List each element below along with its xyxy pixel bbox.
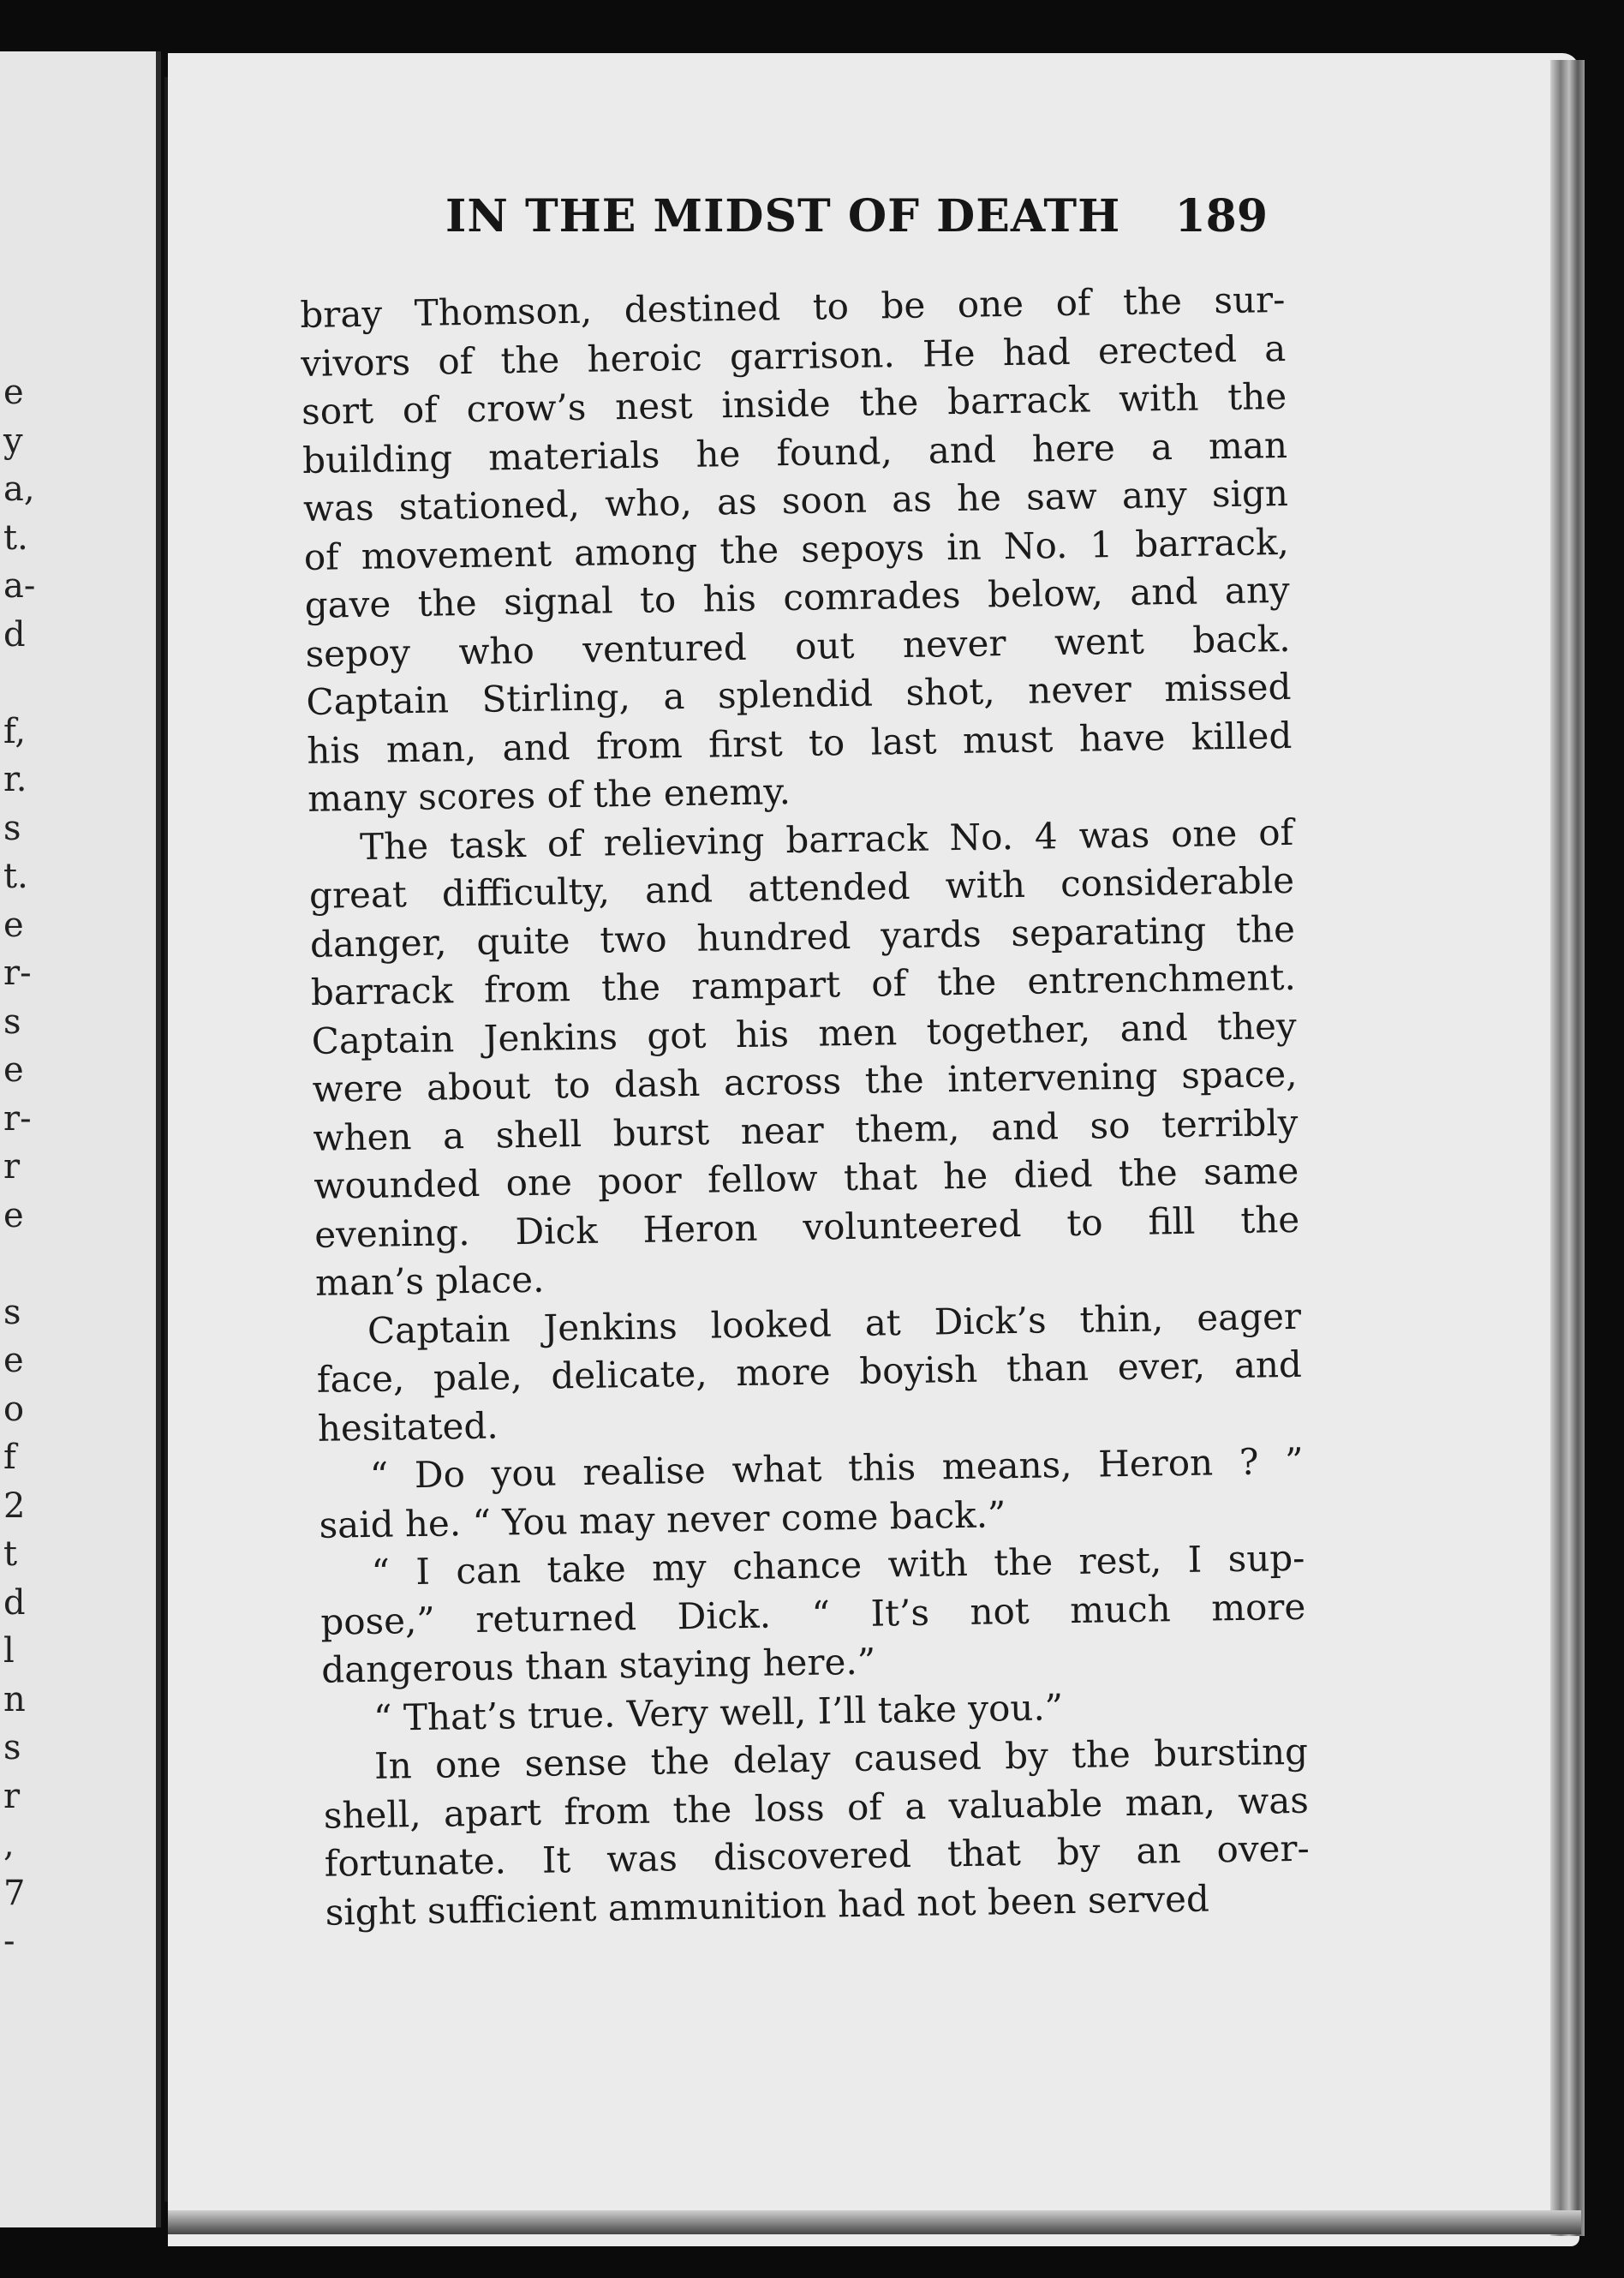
left-margin-char: t [3,1534,18,1574]
text-line: evening. Dick Heron volunteered to fill the [313,1198,1300,1256]
left-margin-char: y [3,421,23,461]
page-bottom-edge [168,2210,1581,2234]
text-line: pose,” returned Dick. “ It’s not much more [320,1585,1306,1643]
left-margin-char: d [3,1582,26,1623]
left-margin-char: a- [3,566,36,606]
text-line: building materials he found, and here a man [302,423,1288,481]
text-line: great difficulty, and attended with considerable [308,858,1295,917]
text-line: dangerous than staying here.” [320,1640,876,1691]
left-margin-char: r- [3,954,32,993]
running-head [445,190,1268,250]
left-margin-char: - [3,1922,15,1961]
text-line: Captain Jenkins got his men together, and they [311,1004,1297,1062]
left-margin-char: s [3,1728,21,1767]
left-margin-char: 2 [3,1486,26,1526]
left-margin-char: o [3,1389,25,1429]
text-line: The task of relieving barrack No. 4 was one of [359,810,1294,868]
left-page-fragment [0,51,161,2227]
text-line: man’s place. [314,1258,545,1304]
left-margin-char: , [3,1825,15,1864]
left-page-margin-text [3,368,38,1966]
text-line: was stationed, who, as soon as he saw any sign [302,471,1289,529]
left-margin-char: t. [3,857,28,896]
text-line: Captain Jenkins looked at Dick’s thin, eager [367,1294,1302,1352]
text-line: of movement among the sepoys in No. 1 barrack, [303,520,1290,578]
left-margin-char: t. [3,517,28,558]
text-line: fortunate. It was discovered that by an over- [324,1827,1311,1885]
left-margin-char: s [3,808,21,848]
left-margin-char: r [3,1147,21,1187]
body-text [300,276,1311,1937]
left-margin-char: e [3,905,24,945]
text-line: sort of crow’s nest inside the barrack with the [301,374,1287,433]
left-margin-char [3,659,38,708]
left-margin-char: e [3,373,24,412]
text-line: danger, quite two hundred yards separating the [309,907,1296,966]
left-margin-char [3,1240,38,1288]
left-margin-char: l [3,1631,15,1671]
text-line: when a shell burst near them, and so terribly [313,1101,1299,1159]
text-line: In one sense the delay caused by the bursting [373,1730,1309,1787]
running-title: IN THE MIDST OF DEATH [445,190,1121,242]
text-line: Captain Stirling, a splendid shot, never missed [306,665,1292,723]
text-line: “ That’s true. Very well, I’ll take you.” [373,1685,1064,1739]
left-margin-char: e [3,1050,24,1090]
left-margin-char: e [3,1341,24,1380]
text-line: wounded one poor fellow that he died the same [313,1149,1299,1207]
text-line: said he. “ You may never come back.” [319,1492,1006,1546]
left-margin-char: d [3,614,26,655]
text-line: vivors of the heroic garrison. He had erected a [300,326,1287,385]
text-line: shell, apart from the loss of a valuable man, was [323,1779,1310,1837]
text-line: gave the signal to his comrades below, and any [304,568,1290,626]
left-margin-char: s [3,1001,21,1042]
text-line: his man, and from first to last must have killed [307,714,1293,772]
left-margin-char: r. [3,760,27,799]
left-margin-char: r- [3,1098,32,1139]
text-line: many scores of the enemy. [307,770,791,820]
left-margin-char: f, [3,711,27,751]
page-number: 189 [1174,190,1268,242]
text-line: hesitated. [317,1404,499,1450]
left-margin-char: e [3,1195,24,1235]
text-line: “ Do you realise what this means, Heron ? ” [369,1439,1304,1497]
left-margin-char: s [3,1292,21,1332]
left-margin-char: r [3,1776,21,1816]
text-line: barrack from the rampart of the entrenchment. [310,955,1297,1013]
text-line: were about to dash across the intervening space, [312,1052,1298,1110]
left-margin-char: a, [3,469,35,509]
text-line: face, pale, delicate, more boyish than ever, and [316,1342,1303,1401]
text-line: bray Thomson, destined to be one of the sur- [300,278,1286,336]
left-margin-char: f [3,1438,16,1477]
left-margin-char: 7 [3,1873,26,1913]
page-edge [1550,60,1585,2236]
left-margin-char: n [3,1679,26,1719]
text-line: sight sufficient ammunition had not been served [325,1877,1210,1934]
text-line: “ I can take my chance with the rest, I sup- [371,1536,1305,1593]
text-line: sepoy who ventured out never went back. [305,617,1291,675]
